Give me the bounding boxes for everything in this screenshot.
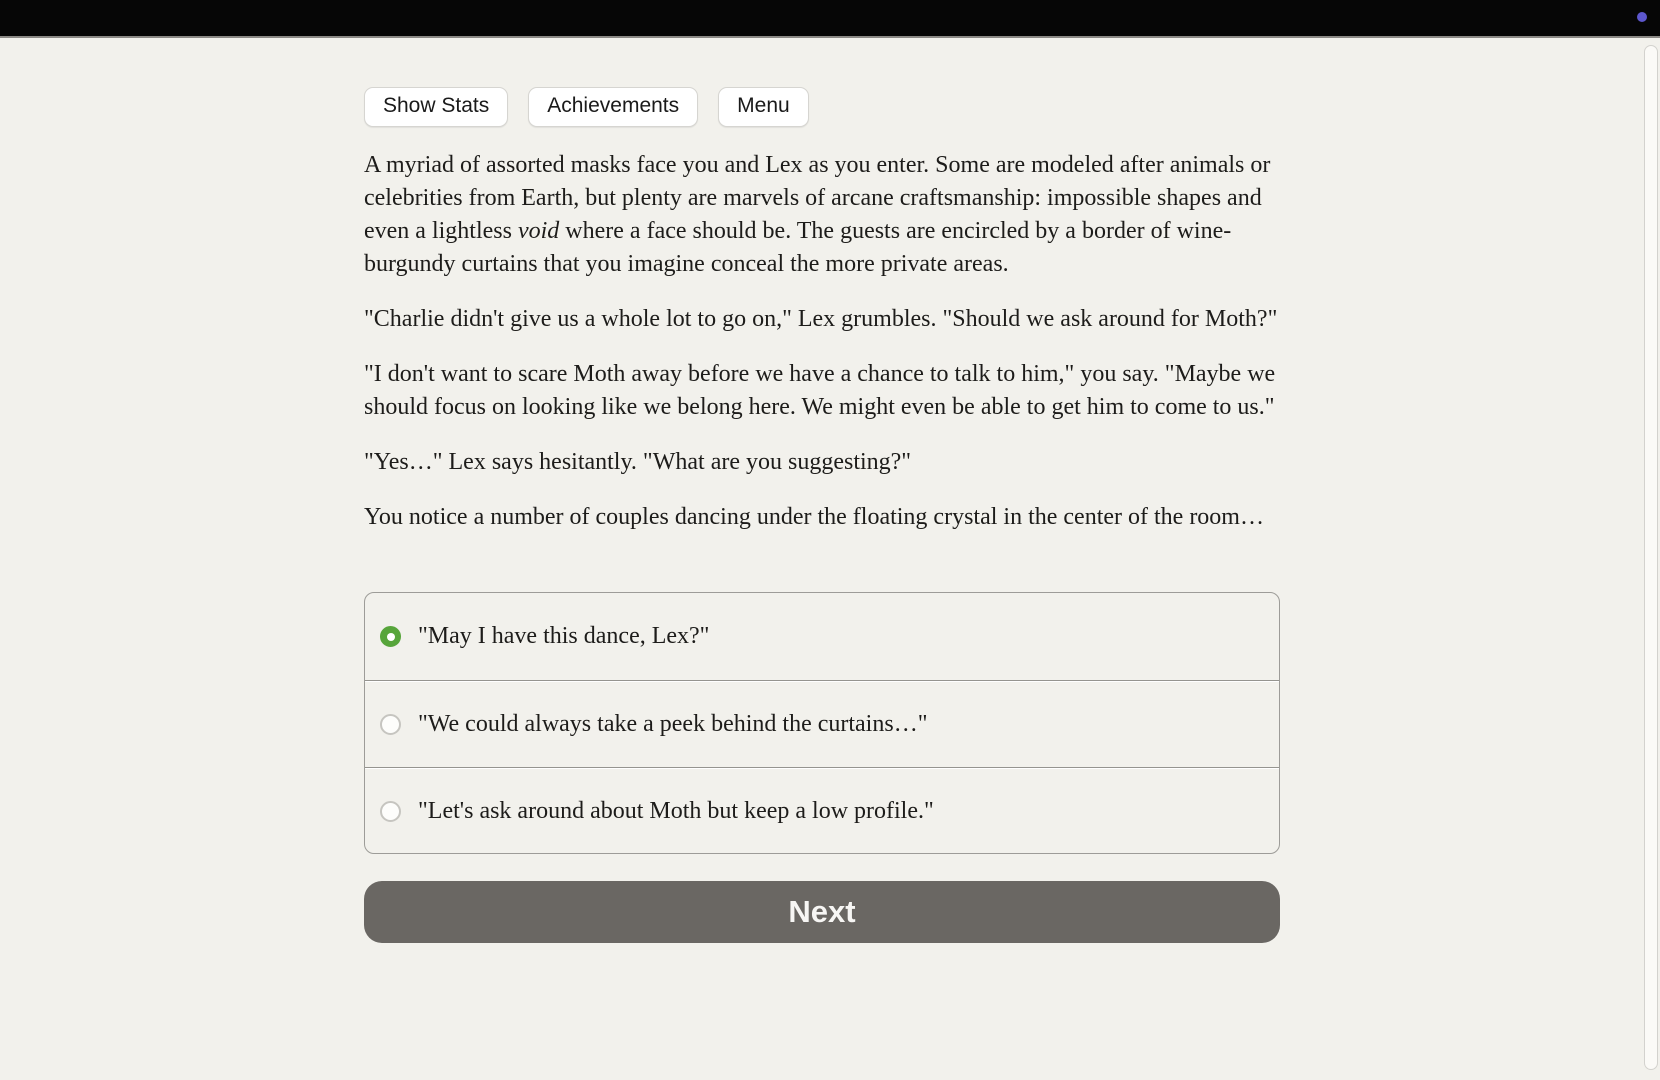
radio-unselected-icon[interactable] — [380, 801, 401, 822]
radio-unselected-icon[interactable] — [380, 714, 401, 735]
choice-option-1[interactable] — [365, 593, 1279, 680]
story-paragraph — [364, 149, 1280, 281]
toolbar — [364, 87, 1280, 127]
top-bar — [0, 0, 1660, 38]
achievements-button[interactable]: Achievements — [528, 87, 698, 127]
game-page — [364, 40, 1280, 943]
choice-option-label[interactable]: "We could always take a peek behind the curtains…" — [418, 711, 928, 737]
story-paragraph: You notice a number of couples dancing under the floating crystal in the center of the room… — [364, 504, 1264, 530]
story-paragraph: "I don't want to scare Moth away before we have a chance to talk to him," you say. "Maybe we should focus on looking like we belong here. We might even be able to get him to come to us." — [364, 361, 1276, 420]
paragraph-text: A myriad of assorted masks face you and Lex as you enter. Some are modeled after animals or celebrities from Earth, but plenty are marvels of arcane craftsmanship: impossible shapes and even a lightless — [364, 152, 1271, 244]
paragraph-italic-text: void — [517, 218, 560, 244]
menu-button[interactable]: Menu — [718, 87, 809, 127]
story-paragraph: "Charlie didn't give us a whole lot to go on," Lex grumbles. "Should we ask around for Moth?" — [364, 306, 1278, 332]
choice-option-2[interactable] — [365, 682, 1279, 767]
choice-list — [364, 592, 1280, 854]
choice-option-label[interactable]: "May I have this dance, Lex?" — [418, 623, 710, 649]
radio-selected-icon[interactable] — [380, 626, 401, 647]
scrollbar-thumb[interactable] — [1644, 45, 1658, 1070]
next-button[interactable]: Next — [364, 881, 1280, 943]
choice-option-3[interactable] — [365, 769, 1279, 853]
paragraph-text: where a face should be. The guests are encircled by a border of wine-burgundy curtains that you imagine conceal the more private areas. — [364, 218, 1232, 277]
story-text — [364, 149, 1280, 534]
notification-dot-icon — [1637, 12, 1647, 22]
show-stats-button[interactable]: Show Stats — [364, 87, 508, 127]
choice-option-label[interactable]: "Let's ask around about Moth but keep a low profile." — [418, 797, 934, 824]
story-paragraph: "Yes…" Lex says hesitantly. "What are you suggesting?" — [364, 449, 912, 475]
